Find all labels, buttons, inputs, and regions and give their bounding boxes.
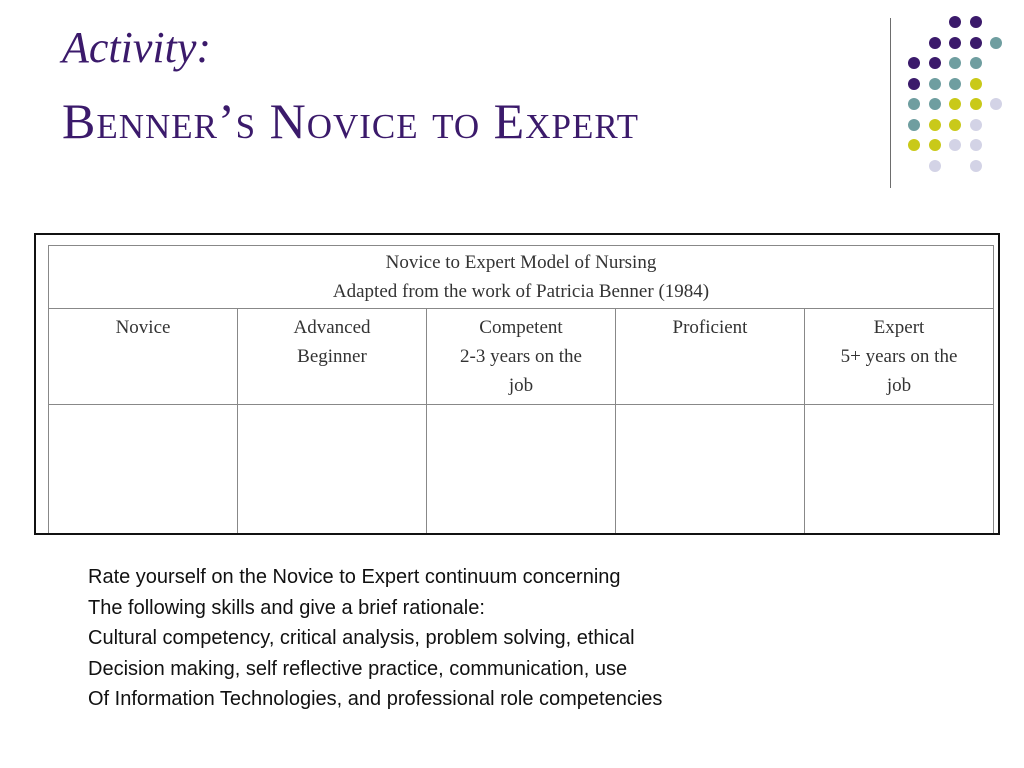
blank-cell-advanced-beginner xyxy=(238,405,427,534)
column-header-line: Proficient xyxy=(672,317,748,338)
column-header-line: Novice xyxy=(115,317,171,338)
decorative-dot xyxy=(929,78,941,90)
instruction-line: Of Information Technologies, and professional role competencies xyxy=(88,688,663,710)
decorative-dot xyxy=(949,37,961,49)
instruction-line: Rate yourself on the Novice to Expert continuum concerning xyxy=(88,566,621,588)
slide-heading: Benner’s Novice to Expert xyxy=(62,93,639,149)
decorative-dot xyxy=(949,57,961,69)
table-heading xyxy=(49,246,994,309)
decorative-dot xyxy=(929,57,941,69)
column-header-line: Beginner xyxy=(297,346,367,367)
column-header-line: 5+ years on the xyxy=(840,346,958,367)
decorative-dot xyxy=(929,119,941,131)
column-header-proficient xyxy=(616,309,805,405)
decorative-dot xyxy=(970,98,982,110)
decorative-dot xyxy=(949,139,961,151)
decorative-dot xyxy=(949,98,961,110)
decorative-dot xyxy=(970,78,982,90)
decorative-dot-grid xyxy=(900,12,1010,172)
column-header-line: job xyxy=(508,375,534,396)
model-table-image xyxy=(34,233,1000,535)
activity-label: Activity: xyxy=(62,23,212,72)
decorative-dot xyxy=(908,119,920,131)
decorative-dot xyxy=(949,16,961,28)
column-header-advanced-beginner xyxy=(238,309,427,405)
decorative-dot xyxy=(970,57,982,69)
instruction-line: Decision making, self reflective practice, communication, use xyxy=(88,657,628,680)
column-header-competent xyxy=(427,309,616,405)
column-header-expert xyxy=(805,309,994,405)
instructions-text xyxy=(88,562,988,715)
column-header-novice xyxy=(49,309,238,405)
column-header-line: Expert xyxy=(873,317,925,338)
decorative-dot xyxy=(929,139,941,151)
column-header-line: job xyxy=(886,375,912,396)
table-heading-line-2: Adapted from the work of Patricia Benner (1984) xyxy=(332,281,710,302)
decorative-dot xyxy=(970,119,982,131)
decorative-dot xyxy=(908,57,920,69)
instruction-line: Cultural competency, critical analysis, problem solving, ethical xyxy=(88,627,635,649)
decorative-dot xyxy=(990,98,1002,110)
column-header-line: Competent xyxy=(479,317,563,338)
decorative-dot xyxy=(929,98,941,110)
decorative-dot xyxy=(908,98,920,110)
decorative-dot xyxy=(970,16,982,28)
decorative-dot xyxy=(970,160,982,172)
blank-cell-proficient xyxy=(616,405,805,534)
column-header-line: Advanced xyxy=(293,317,371,338)
decorative-dot xyxy=(908,139,920,151)
decorative-dot xyxy=(970,37,982,49)
decorative-dot xyxy=(929,37,941,49)
decorative-dot xyxy=(990,37,1002,49)
column-header-line: 2-3 years on the xyxy=(460,346,582,367)
instruction-line: The following skills and give a brief rationale: xyxy=(88,596,485,619)
decorative-dot xyxy=(929,160,941,172)
blank-cell-competent xyxy=(427,405,616,534)
novice-expert-table xyxy=(48,245,994,533)
blank-cell-novice xyxy=(49,405,238,534)
decorative-dot xyxy=(970,139,982,151)
vertical-divider xyxy=(890,18,891,188)
decorative-dot xyxy=(908,78,920,90)
table-heading-line-1: Novice to Expert Model of Nursing xyxy=(385,252,657,273)
blank-cell-expert xyxy=(805,405,994,534)
decorative-dot xyxy=(949,78,961,90)
decorative-dot xyxy=(949,119,961,131)
